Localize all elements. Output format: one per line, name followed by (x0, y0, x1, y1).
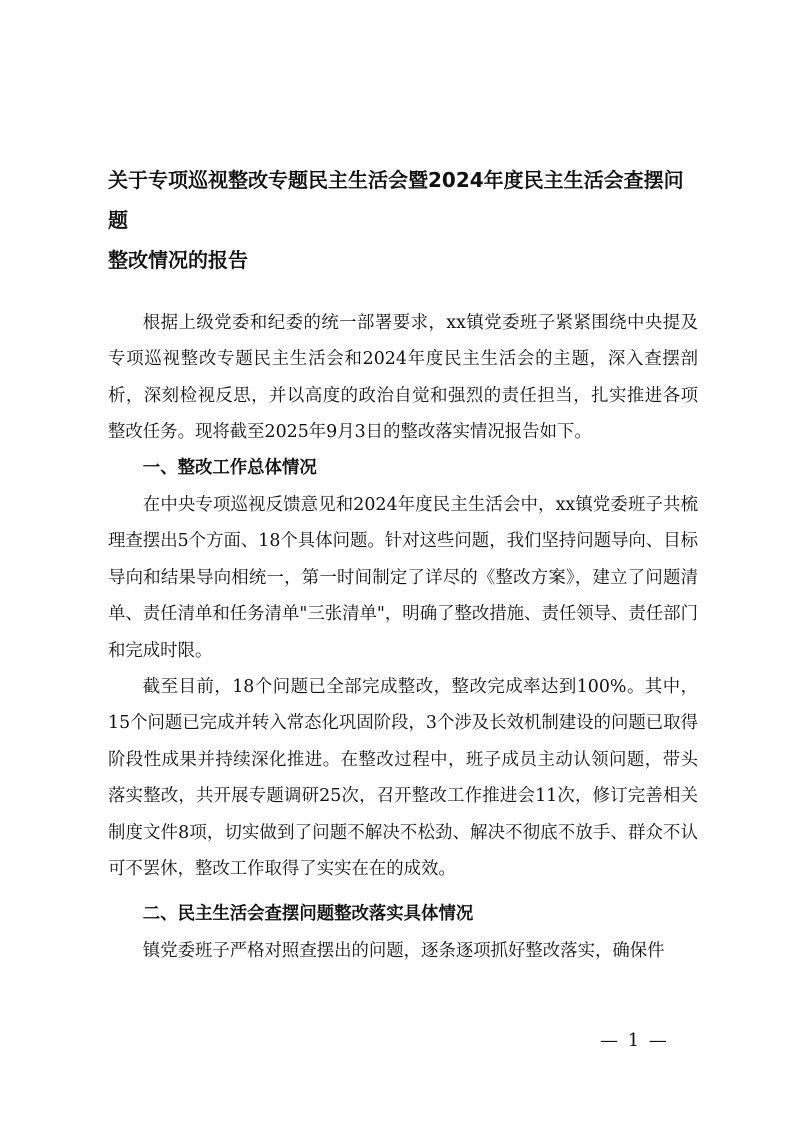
title-line-1: 关于专项巡视整改专题民主生活会暨2024年度民主生活会查摆问题 (108, 168, 684, 232)
section-2-paragraph-1: 镇党委班子严格对照查摆出的问题，逐条逐项抓好整改落实，确保件 (142, 941, 665, 961)
document-title (108, 160, 698, 280)
title-line-2: 整改情况的报告 (108, 248, 248, 272)
section-2-heading: 二、民主生活会查摆问题整改落实具体情况 (142, 904, 474, 924)
section-1-heading: 一、整改工作总体情况 (142, 458, 317, 478)
page-number: — 1 — (600, 1030, 669, 1051)
section-1-paragraph-1: 在中央专项巡视反馈意见和2024年度民主生活会中，xx镇党委班子共梳理查摆出5个方面、18个具体问题。针对这些问题，我们坚持问题导向、目标导向和结果导向相统一，第一时间制定了详尽的《整改方案》，建立了问题清单、责任清单和任务清单"三张清单"，明确了整改措施、责任领导、责任部门和完成时限。 (108, 495, 698, 661)
intro-paragraph: 根据上级党委和纪委的统一部署要求，xx镇党委班子紧紧围绕中央提及专项巡视整改专题民主生活会和2024年度民主生活会的主题，深入查摆剖析，深刻检视反思，并以高度的政治自觉和强烈的责任担当，扎实推进各项整改任务。现将截至2025年9月3日的整改落实情况报告如下。 (108, 313, 698, 443)
section-1-paragraph-2: 截至目前，18个问题已全部完成整改，整改完成率达到100%。其中，15个问题已完成并转入常态化巩固阶段，3个涉及长效机制建设的问题已取得阶段性成果并持续深化推进。在整改过程中，班子成员主动认领问题，带头落实整改，共开展专题调研25次，召开整改工作推进会11次，修订完善相关制度文件8项，切实做到了问题不解决不松劲、解决不彻底不放手、群众不认可不罢休，整改工作取得了实实在在的成效。 (108, 677, 698, 880)
